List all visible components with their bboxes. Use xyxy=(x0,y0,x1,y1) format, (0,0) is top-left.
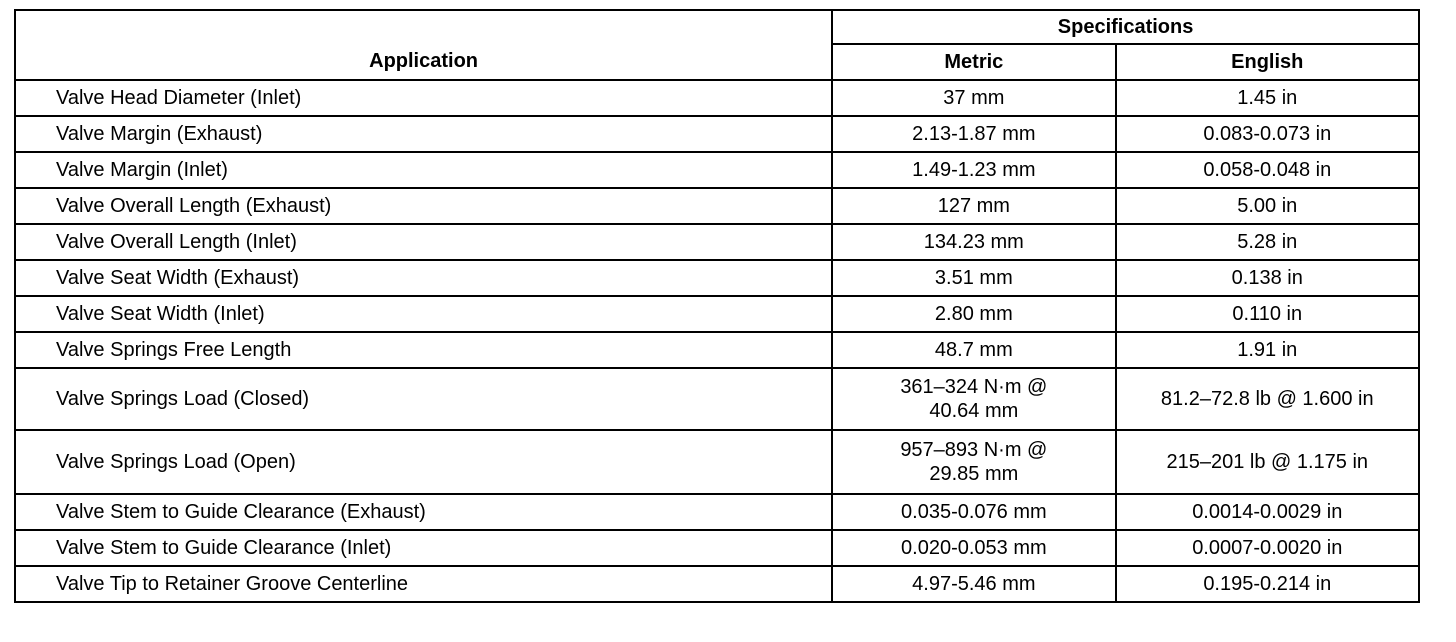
table-row xyxy=(15,368,1419,430)
metric-cell: 4.97-5.46 mm xyxy=(832,566,1115,602)
table-row xyxy=(15,188,1419,224)
application-cell: Valve Overall Length (Inlet) xyxy=(15,224,832,260)
application-cell: Valve Springs Free Length xyxy=(15,332,832,368)
metric-line-2: 40.64 mm xyxy=(929,400,1019,422)
table-row xyxy=(15,566,1419,602)
english-cell: 0.0007-0.0020 in xyxy=(1116,530,1419,566)
metric-cell: 3.51 mm xyxy=(832,260,1115,296)
metric-cell: 37 mm xyxy=(832,80,1115,116)
header-application: Application xyxy=(15,10,832,80)
table-row xyxy=(15,224,1419,260)
application-cell: Valve Overall Length (Exhaust) xyxy=(15,188,832,224)
english-cell: 1.45 in xyxy=(1116,80,1419,116)
metric-cell: 134.23 mm xyxy=(832,224,1115,260)
english-cell: 0.138 in xyxy=(1116,260,1419,296)
english-cell: 0.083-0.073 in xyxy=(1116,116,1419,152)
header-english: English xyxy=(1116,44,1419,80)
english-cell: 1.91 in xyxy=(1116,332,1419,368)
english-cell: 215–201 lb @ 1.175 in xyxy=(1116,430,1419,494)
table-row xyxy=(15,530,1419,566)
metric-cell: 0.020-0.053 mm xyxy=(832,530,1115,566)
application-cell: Valve Tip to Retainer Groove Centerline xyxy=(15,566,832,602)
table-row xyxy=(15,332,1419,368)
application-cell: Valve Seat Width (Exhaust) xyxy=(15,260,832,296)
metric-line-1: 361–324 N·m @ xyxy=(900,376,1048,398)
application-cell: Valve Head Diameter (Inlet) xyxy=(15,80,832,116)
metric-cell: 1.49-1.23 mm xyxy=(832,152,1115,188)
metric-line-2: 29.85 mm xyxy=(929,463,1019,485)
english-cell: 0.058-0.048 in xyxy=(1116,152,1419,188)
table-row xyxy=(15,296,1419,332)
application-cell: Valve Stem to Guide Clearance (Exhaust) xyxy=(15,494,832,530)
table-body xyxy=(15,80,1419,602)
english-cell: 5.28 in xyxy=(1116,224,1419,260)
english-cell: 81.2–72.8 lb @ 1.600 in xyxy=(1116,368,1419,430)
metric-cell xyxy=(832,430,1115,494)
header-metric: Metric xyxy=(832,44,1115,80)
table-row xyxy=(15,260,1419,296)
application-cell: Valve Springs Load (Open) xyxy=(15,430,832,494)
table-row xyxy=(15,80,1419,116)
application-cell: Valve Seat Width (Inlet) xyxy=(15,296,832,332)
table-row xyxy=(15,152,1419,188)
table-row xyxy=(15,494,1419,530)
header-specifications: Specifications xyxy=(832,10,1419,44)
header-row-top xyxy=(15,10,1419,44)
table-header xyxy=(15,10,1419,80)
metric-cell: 127 mm xyxy=(832,188,1115,224)
table-row xyxy=(15,430,1419,494)
application-cell: Valve Margin (Inlet) xyxy=(15,152,832,188)
metric-line-1: 957–893 N·m @ xyxy=(900,439,1048,461)
metric-cell xyxy=(832,368,1115,430)
metric-cell: 2.80 mm xyxy=(832,296,1115,332)
specifications-table xyxy=(14,9,1420,603)
application-cell: Valve Stem to Guide Clearance (Inlet) xyxy=(15,530,832,566)
application-cell: Valve Springs Load (Closed) xyxy=(15,368,832,430)
application-cell: Valve Margin (Exhaust) xyxy=(15,116,832,152)
metric-cell: 0.035-0.076 mm xyxy=(832,494,1115,530)
table-row xyxy=(15,116,1419,152)
english-cell: 5.00 in xyxy=(1116,188,1419,224)
english-cell: 0.0014-0.0029 in xyxy=(1116,494,1419,530)
metric-cell: 2.13-1.87 mm xyxy=(832,116,1115,152)
english-cell: 0.110 in xyxy=(1116,296,1419,332)
metric-cell: 48.7 mm xyxy=(832,332,1115,368)
english-cell: 0.195-0.214 in xyxy=(1116,566,1419,602)
